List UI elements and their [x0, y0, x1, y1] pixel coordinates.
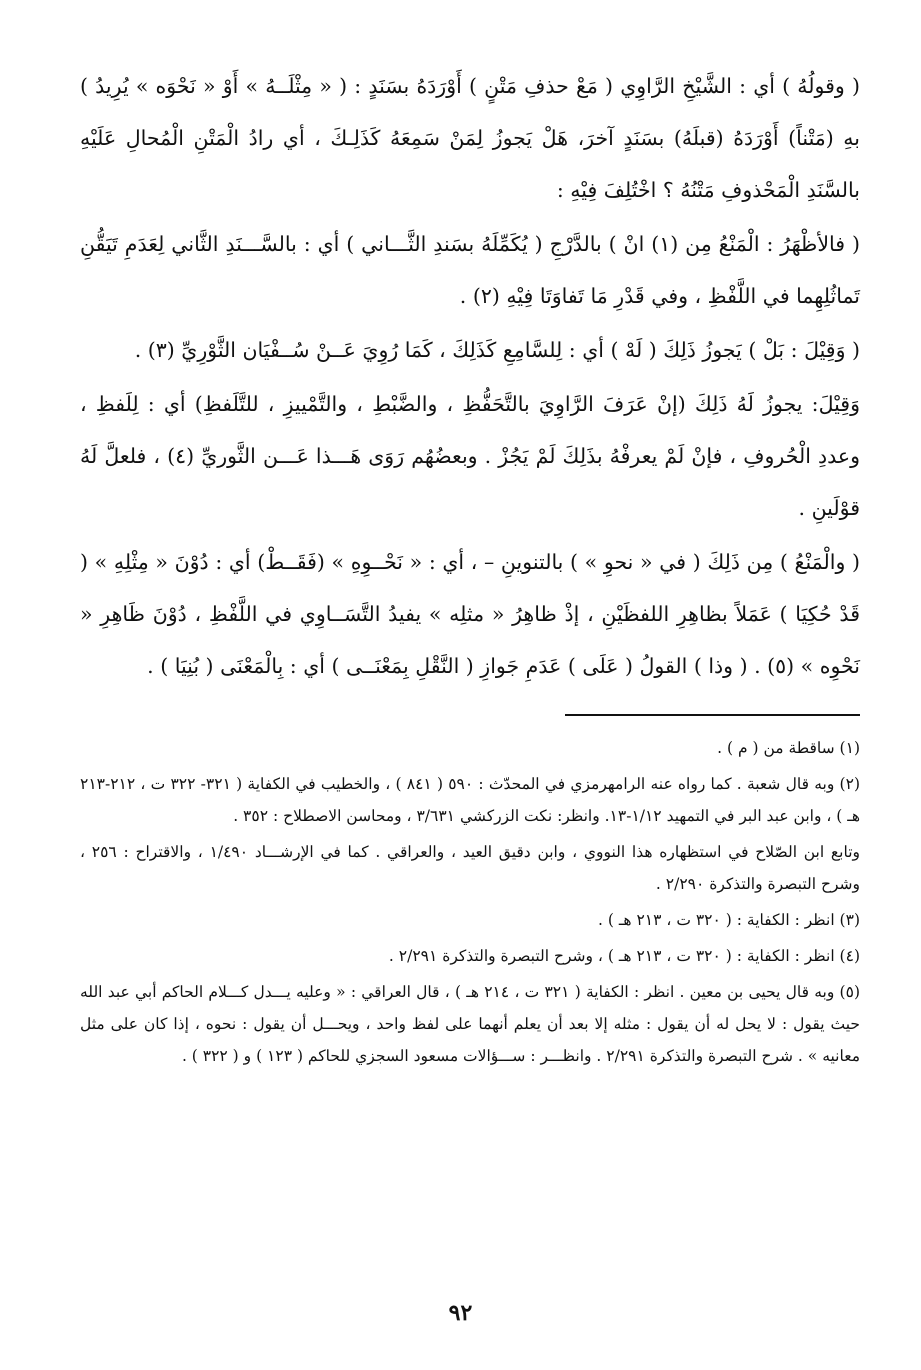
- footnote-2-continued: وتابع ابن الصّلاح في استظهاره هذا النووي ، وابن دقيق العيد ، والعراقي . كما في الإرشـــاد ١/٤٩٠ ، والاقتراح : ٢٥٦ ، وشرح التبصرة والتذكرة ٢/٢٩٠ .: [80, 843, 861, 893]
- footnote-1: (١) ساقطة من ( م ) .: [717, 739, 860, 757]
- footnotes: [80, 732, 860, 1072]
- paragraph-1: ( وقولُهُ ) أي : الشَّيْخِ الرَّاوِي ( مَعْ حذفِ مَتْنٍ ) أَوْرَدَهُ بسَنَدٍ : ( « مِثْلَــهُ » أَوْ « نَحْوَه » يُرِيدُ ) بهِ (مَتْناً) أَوْرَدَهُ (قبلَهُ) بسَنَدٍ آخرَ، هَلْ يَجوزُ لِمَنْ سَمِعَهُ كَذَلِـكَ ، أي رادُ الْمَتْنِ الْمُحالِ عَلَيْهِ بالسَّنَدِ الْمَحْذوفِ مَتْنُهُ ؟ اخْتُلِفَ فِيْهِ :: [80, 74, 860, 202]
- paragraph-3: ( وَقِيْلَ : بَلْ ) يَجوزُ ذَلِكَ ( لَهْ ) أي : لِلسَّامِعِ كَذَلِكَ ، كَمَا رُوِيَ عَــنْ سُــفْيَان الثَّوْرِيِّ (٣) .: [134, 338, 860, 362]
- footnote-divider: [565, 714, 860, 716]
- paragraph-4: وَقِيْلَ: يجوزُ لَهُ ذَلِكَ (إنْ عَرَفَ الرَّاوِيَ بالتَّحَفُّظِ ، والضَّبْطِ ، والتَّمْييزِ ، للتَّلَفظِ) أي : لِلَفظِ ، وعددِ الْحُروفِ ، فإنْ لَمْ يعرفْهُ بذَلِكَ لَمْ يَجُزْ . وبعضُهُم رَوَى هَـــذا عَـــن الثَّوريِّ (٤) ، فلعلَّ لَهُ قوْلَينِ .: [80, 392, 860, 520]
- paragraph-2: ( فالأظْهَرُ : الْمَنْعُ مِن (١) انْ ) بالدَّرْجِ ( يُكَمِّلَهُ بسَندِ الثَّـــاني ) أي : بالسَّـــنَدِ الثَّاني لِعَدَمِ تَيَقُّنِ تَماثُلِهِما في اللَّفْظِ ، وفي قَدْرِ مَا تَفاوَتَا فِيْهِ (٢) .: [80, 232, 861, 308]
- paragraph-5: ( والْمَنْعُ ) مِن ذَلِكَ ( في « نحوِ » ) بالتنوينِ – ، أي : « نَحْــوِهِ » (فَقَــطْ) أي : دُوْنَ « مِثْلِهِ » ( قَدْ حُكِيَا ) عَمَلاً بظاهِرِ اللفظَيْنِ ، إذْ ظاهِرُ « مثلِه » يفيدُ التَّسَــاوِي في اللَّفْظِ ، دُوْنَ ظَاهِرِ « نَحْوِه » (٥) . ( وذا ) القولُ ( عَلَى ) عَدَمِ جَوازِ ( النَّقْلِ بِمَعْنَــى ) أي : بِالْمَعْنَى ( بُنِيَا ) .: [80, 550, 860, 678]
- main-text: [80, 60, 860, 692]
- footnote-5: (٥) وبه قال يحيى بن معين . انظر : الكفاية ( ٣٢١ ت ، ٢١٤ هـ ) ، قال العراقي : « وعليه يـــدل كـــلام الحاكم أبي عبد الله حيث يقول : لا يحل له أن يقول : مثله إلا بعد أن يعلم أنهما على لفظ واحد ، ويحـــل أن يقول : نحوه ، إذا كان على مثل معانيه » . شرح التبصرة والتذكرة ٢/٢٩١ . وانظـــر : ســـؤالات مسعود السجزي للحاكم ( ١٢٣ ) و ( ٣٢٢ ) .: [80, 983, 860, 1065]
- footnote-4: (٤) انظر : الكفاية : ( ٣٢٠ ت ، ٢١٣ هـ ) ، وشرح التبصرة والتذكرة ٢/٢٩١ .: [388, 947, 860, 965]
- page-content: [80, 60, 860, 1072]
- footnote-3: (٣) انظر : الكفاية : ( ٣٢٠ ت ، ٢١٣ هـ ) .: [598, 911, 860, 929]
- page-number: ٩٢: [448, 1300, 473, 1326]
- footnote-2: (٢) وبه قال شعبة . كما رواه عنه الرامهرمزي في المحدّث : ٥٩٠ ( ٨٤١ ) ، والخطيب في الكفاية ( ٣٢١- ٣٢٢ ت ، ٢١٢-٢١٣ هـ ) ، وابن عبد البر في التمهيد ١/١٢-١٣. وانظر: نكت الزركشي ٣/٦٣١ ، ومحاسن الاصطلاح : ٣٥٢ .: [80, 775, 860, 825]
